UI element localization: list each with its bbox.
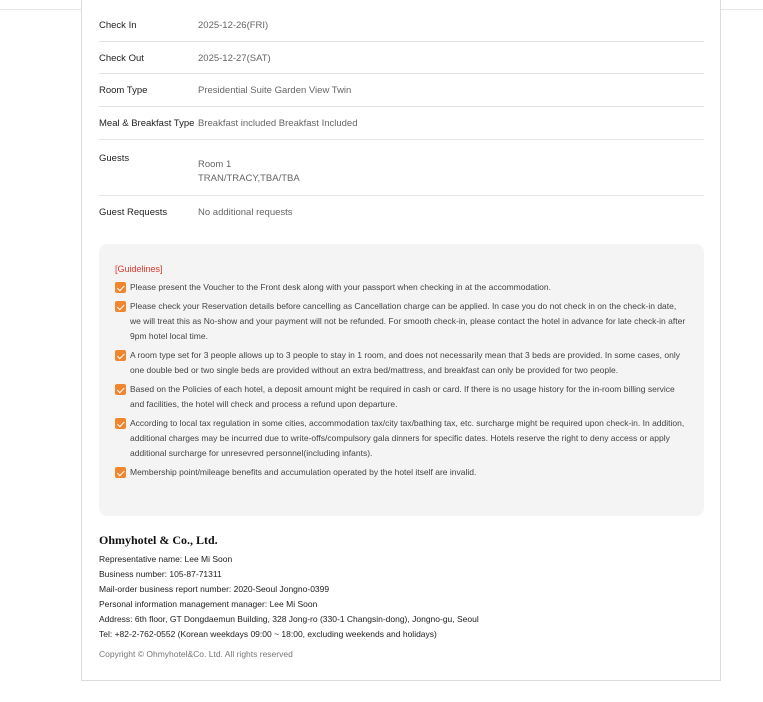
guest-requests-row xyxy=(99,196,704,230)
checkbox-checked-icon xyxy=(115,418,126,429)
guideline-item xyxy=(115,299,688,344)
guideline-text: Please present the Voucher to the Front desk along with your passport when checking in at the accommodation. xyxy=(130,282,551,292)
guideline-text: Based on the Policies of each hotel, a deposit amount might be required in cash or card. If there is no usage history for the in-room billing service and facilities, the hotel will check and process a refund upon departure. xyxy=(130,384,675,409)
check-out-label: Check Out xyxy=(99,53,144,64)
room-type-label: Room Type xyxy=(99,85,148,96)
guideline-item xyxy=(115,382,688,412)
guideline-item xyxy=(115,280,688,295)
room-type-value: Presidential Suite Garden View Twin xyxy=(198,85,352,96)
room-type-row xyxy=(99,74,704,107)
check-in-row xyxy=(99,9,704,42)
voucher-card xyxy=(81,0,721,681)
meal-value: Breakfast included Breakfast Included xyxy=(198,118,358,129)
check-out-row xyxy=(99,42,704,74)
guideline-text: Membership point/mileage benefits and accumulation operated by the hotel itself are invalid. xyxy=(130,467,477,477)
copyright-text: Copyright © Ohmyhotel&Co. Ltd. All rights reserved xyxy=(99,649,293,659)
checkbox-checked-icon xyxy=(115,350,126,361)
guideline-text: According to local tax regulation in some cities, accommodation tax/city tax/bathing tax, etc. surcharge might be required upon check-in. In addition, additional charges may be incurred due to write-offs/compulsory gala dinners for specific dates. Hotels reserve the right to deny access or apply additional surcharge for unresevred personnel(including infants). xyxy=(130,418,685,458)
representative-name: Representative name: Lee Mi Soon xyxy=(99,554,233,564)
guideline-item xyxy=(115,416,688,461)
company-address: Address: 6th floor, GT Dongdaemun Building, 328 Jong-ro (330-1 Changsin-dong), Jongno-gu, Seoul xyxy=(99,614,479,624)
check-in-label: Check In xyxy=(99,20,137,31)
guests-value xyxy=(198,153,300,195)
company-footer xyxy=(99,533,704,659)
mail-order-number: Mail-order business report number: 2020-Seoul Jongno-0399 xyxy=(99,584,330,594)
checkbox-checked-icon xyxy=(115,384,126,395)
privacy-manager: Personal information management manager: Lee Mi Soon xyxy=(99,599,318,609)
guests-label: Guests xyxy=(99,153,130,164)
checkbox-checked-icon xyxy=(115,282,126,293)
check-in-value: 2025-12-26(FRI) xyxy=(198,20,269,31)
guidelines-box xyxy=(99,244,704,516)
guidelines-title: [Guidelines] xyxy=(115,264,163,274)
company-tel: Tel: +82-2-762-0552 (Korean weekdays 09:00 ~ 18:00, excluding weekends and holidays) xyxy=(99,629,437,639)
reservation-details-table xyxy=(99,9,704,230)
meal-row xyxy=(99,107,704,140)
business-number: Business number: 105-87-71311 xyxy=(99,569,222,579)
guideline-text: A room type set for 3 people allows up to 3 people to stay in 1 room, and does not necessarily mean that 3 beds are provided. In some cases, only one double bed or two single beds are provided without an extra bed/mattress, and breakfast can only be provided for two people. xyxy=(130,350,680,375)
guest-requests-value: No additional requests xyxy=(198,207,293,218)
meal-label: Meal & Breakfast Type xyxy=(99,118,195,129)
guests-names: TRAN/TRACY,TBA/TBA xyxy=(198,173,300,184)
check-out-value: 2025-12-27(SAT) xyxy=(198,53,271,64)
checkbox-checked-icon xyxy=(115,301,126,312)
checkbox-checked-icon xyxy=(115,467,126,478)
company-name: Ohmyhotel & Co., Ltd. xyxy=(99,533,218,547)
guests-row xyxy=(99,140,704,196)
guideline-text: Please check your Reservation details before cancelling as Cancellation charge can be applied. In case you do not check in on the check-in date, we will treat this as No-show and your payment will not be refunded. For smooth check-in, please contact the hotel in advance for late check-in after 9pm hotel local time. xyxy=(130,301,686,341)
guideline-item xyxy=(115,465,688,480)
guideline-item xyxy=(115,348,688,378)
guest-requests-label: Guest Requests xyxy=(99,207,168,218)
guests-room: Room 1 xyxy=(198,159,232,170)
